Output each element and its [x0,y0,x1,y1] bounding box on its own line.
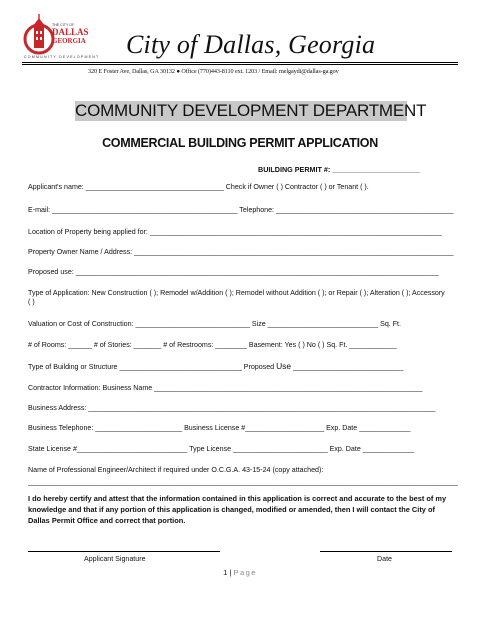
building-type-label: Type of Building or Structure _______________________________ Proposed [28,363,275,371]
date-line[interactable] [320,551,452,552]
form-title: COMMERCIAL BUILDING PERMIT APPLICATION [102,136,378,150]
header-rule [22,62,458,63]
applicant-signature-line[interactable] [28,551,220,552]
applicant-signature-label: Applicant Signature [84,555,146,563]
engineer-field[interactable]: _____________________________________________________________________________________________________________ [28,478,458,486]
property-location-field[interactable]: Location of Property being applied for: __________________________________________________________________________ [28,228,442,236]
logo-name-1: DALLAS [52,27,89,37]
office-address: 320 E Foster Ave, Dallas, GA 30132 ● Office (770)443-8110 ext. 1203 / Email: melgaydi@dallas-ga.gov [88,68,339,75]
page-number: 1 [223,568,228,577]
state-license-field[interactable]: State License #____________________________ Type License ________________________ Exp. Date _____________ [28,445,415,453]
applicant-name-field[interactable]: Applicant's name: ___________________________________ Check if Owner ( ) Contractor ( ) or Tenant ( ). [28,183,369,191]
building-type-blank: ____________________________ [291,363,404,371]
business-address-field[interactable]: Business Address: ________________________________________________________________________________________ [28,404,436,412]
logo-name-2: GEORGIA [52,37,86,45]
building-permit-number-field[interactable]: BUILDING PERMIT #: ______________________ [258,165,421,174]
email-telephone-field[interactable]: E-mail: _______________________________________________ Telephone: _____________________________________________ [28,206,454,214]
date-label: Date [377,555,392,563]
page-footer [0,568,480,577]
rooms-stories-field[interactable]: # of Rooms: ______ # of Stories: _______ # of Restrooms: ________ Basement: Yes ( ) No ( ) Sq. Ft. ____________ [28,341,397,349]
proposed-use-word: Use [276,361,292,371]
valuation-size-field[interactable]: Valuation or Cost of Construction: _____________________________ Size ____________________________ Sq. Ft. [28,320,401,328]
logo-top-text: THE CITY OF [52,23,75,27]
engineer-label: Name of Professional Engineer/Architect if required under O.C.G.A. 43-15-24 (copy attached): [28,466,324,474]
proposed-use-field[interactable]: Proposed use: ____________________________________________________________________________________________ [28,268,439,276]
building-type-field[interactable] [28,362,403,372]
business-telephone-field[interactable]: Business Telephone: ______________________ Business License #____________________ Exp. Date _____________ [28,424,411,432]
page-separator: | [227,568,234,577]
certification-statement: I do hereby certify and attest that the information contained in this application is correct and accurate to the best of my knowledge and that if any portion of this application is changed, modified or amended, then I will contact the City of Dallas Permit Office and correct that portion. [28,494,447,525]
contractor-business-field[interactable]: Contractor Information: Business Name ____________________________________________________________________ [28,384,423,392]
city-title: City of Dallas, Georgia [126,30,376,59]
application-type-field[interactable]: Type of Application: New Construction ( ); Remodel w/Addition ( ); Remodel without Addition ( ); or Repair ( ); Alteration ( ); Accessory ( ) [28,289,445,306]
property-owner-field[interactable]: Property Owner Name / Address: _________________________________________________________________________________ [28,248,454,256]
department-banner: COMMUNITY DEVELOPMENT DEPARTMENT [75,101,427,120]
page-word: Page [233,568,257,577]
header-rule-secondary [22,64,458,65]
logo-subtitle: COMMUNITY DEVELOPMENT [24,55,100,59]
